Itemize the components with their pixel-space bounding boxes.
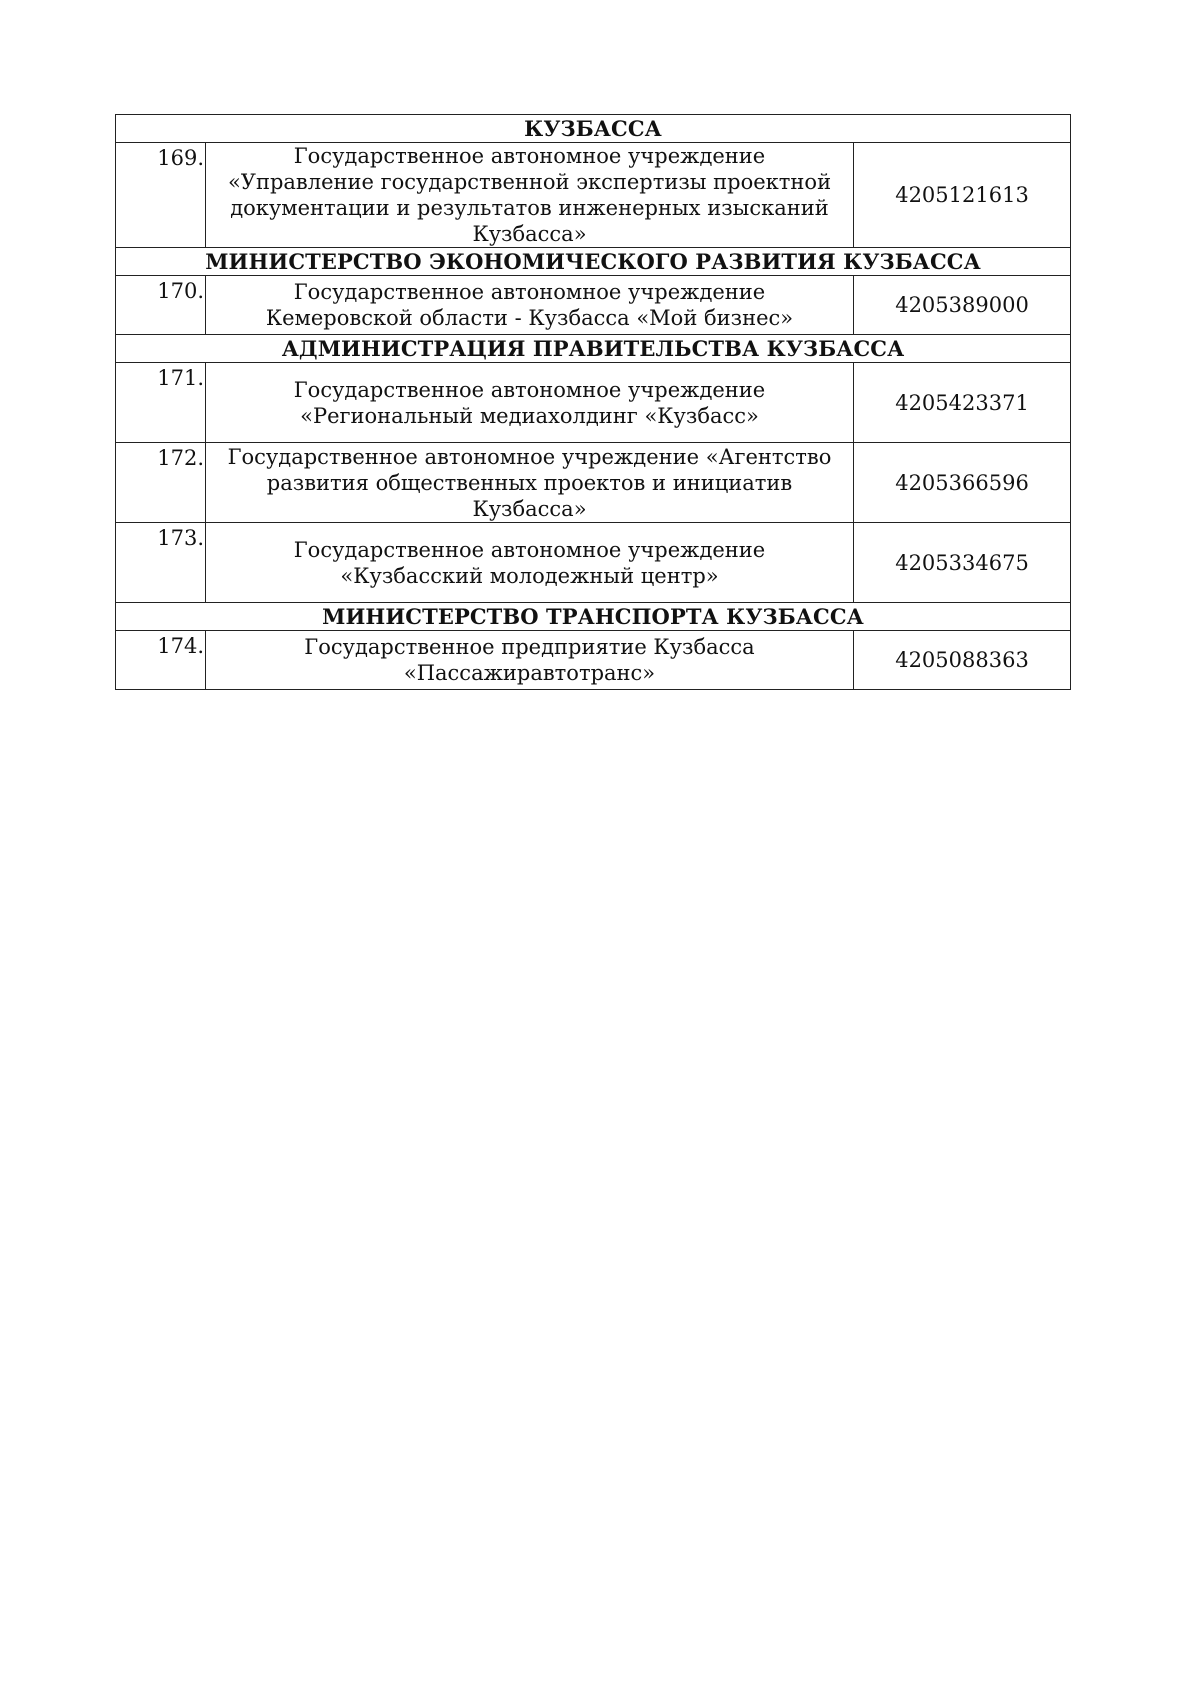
table-row — [116, 443, 1071, 523]
inn-value: 4205389000 — [854, 276, 1071, 335]
table-row — [116, 276, 1071, 335]
table-row — [116, 363, 1071, 443]
table-row — [116, 523, 1071, 603]
organization-name: Государственное автономное учреждение «Кузбасский молодежный центр» — [206, 523, 854, 603]
table-row — [116, 143, 1071, 248]
row-number: 173. — [116, 523, 206, 603]
organization-name: Государственное автономное учреждение «Агентство развития общественных проектов и инициатив Кузбасса» — [206, 443, 854, 523]
organization-name: Государственное предприятие Кузбасса «Пассажиравтотранс» — [206, 631, 854, 690]
row-number: 174. — [116, 631, 206, 690]
row-number: 169. — [116, 143, 206, 248]
section-heading: АДМИНИСТРАЦИЯ ПРАВИТЕЛЬСТВА КУЗБАССА — [116, 335, 1071, 363]
section-heading: МИНИСТЕРСТВО ЭКОНОМИЧЕСКОГО РАЗВИТИЯ КУЗБАССА — [116, 248, 1071, 276]
inn-value: 4205423371 — [854, 363, 1071, 443]
row-number: 171. — [116, 363, 206, 443]
row-number: 172. — [116, 443, 206, 523]
row-number: 170. — [116, 276, 206, 335]
inn-value: 4205121613 — [854, 143, 1071, 248]
section-heading: КУЗБАССА — [116, 115, 1071, 143]
section-header-row — [116, 248, 1071, 276]
inn-value: 4205088363 — [854, 631, 1071, 690]
table-row — [116, 631, 1071, 690]
organization-name: Государственное автономное учреждение Кемеровской области - Кузбасса «Мой бизнес» — [206, 276, 854, 335]
inn-value: 4205334675 — [854, 523, 1071, 603]
section-header-row — [116, 115, 1071, 143]
organization-name: Государственное автономное учреждение «Управление государственной экспертизы проектной документации и результатов инженерных изысканий Кузбасса» — [206, 143, 854, 248]
section-heading: МИНИСТЕРСТВО ТРАНСПОРТА КУЗБАССА — [116, 603, 1071, 631]
registry-table — [115, 114, 1071, 690]
organization-name: Государственное автономное учреждение «Региональный медиахолдинг «Кузбасс» — [206, 363, 854, 443]
inn-value: 4205366596 — [854, 443, 1071, 523]
section-header-row — [116, 603, 1071, 631]
section-header-row — [116, 335, 1071, 363]
